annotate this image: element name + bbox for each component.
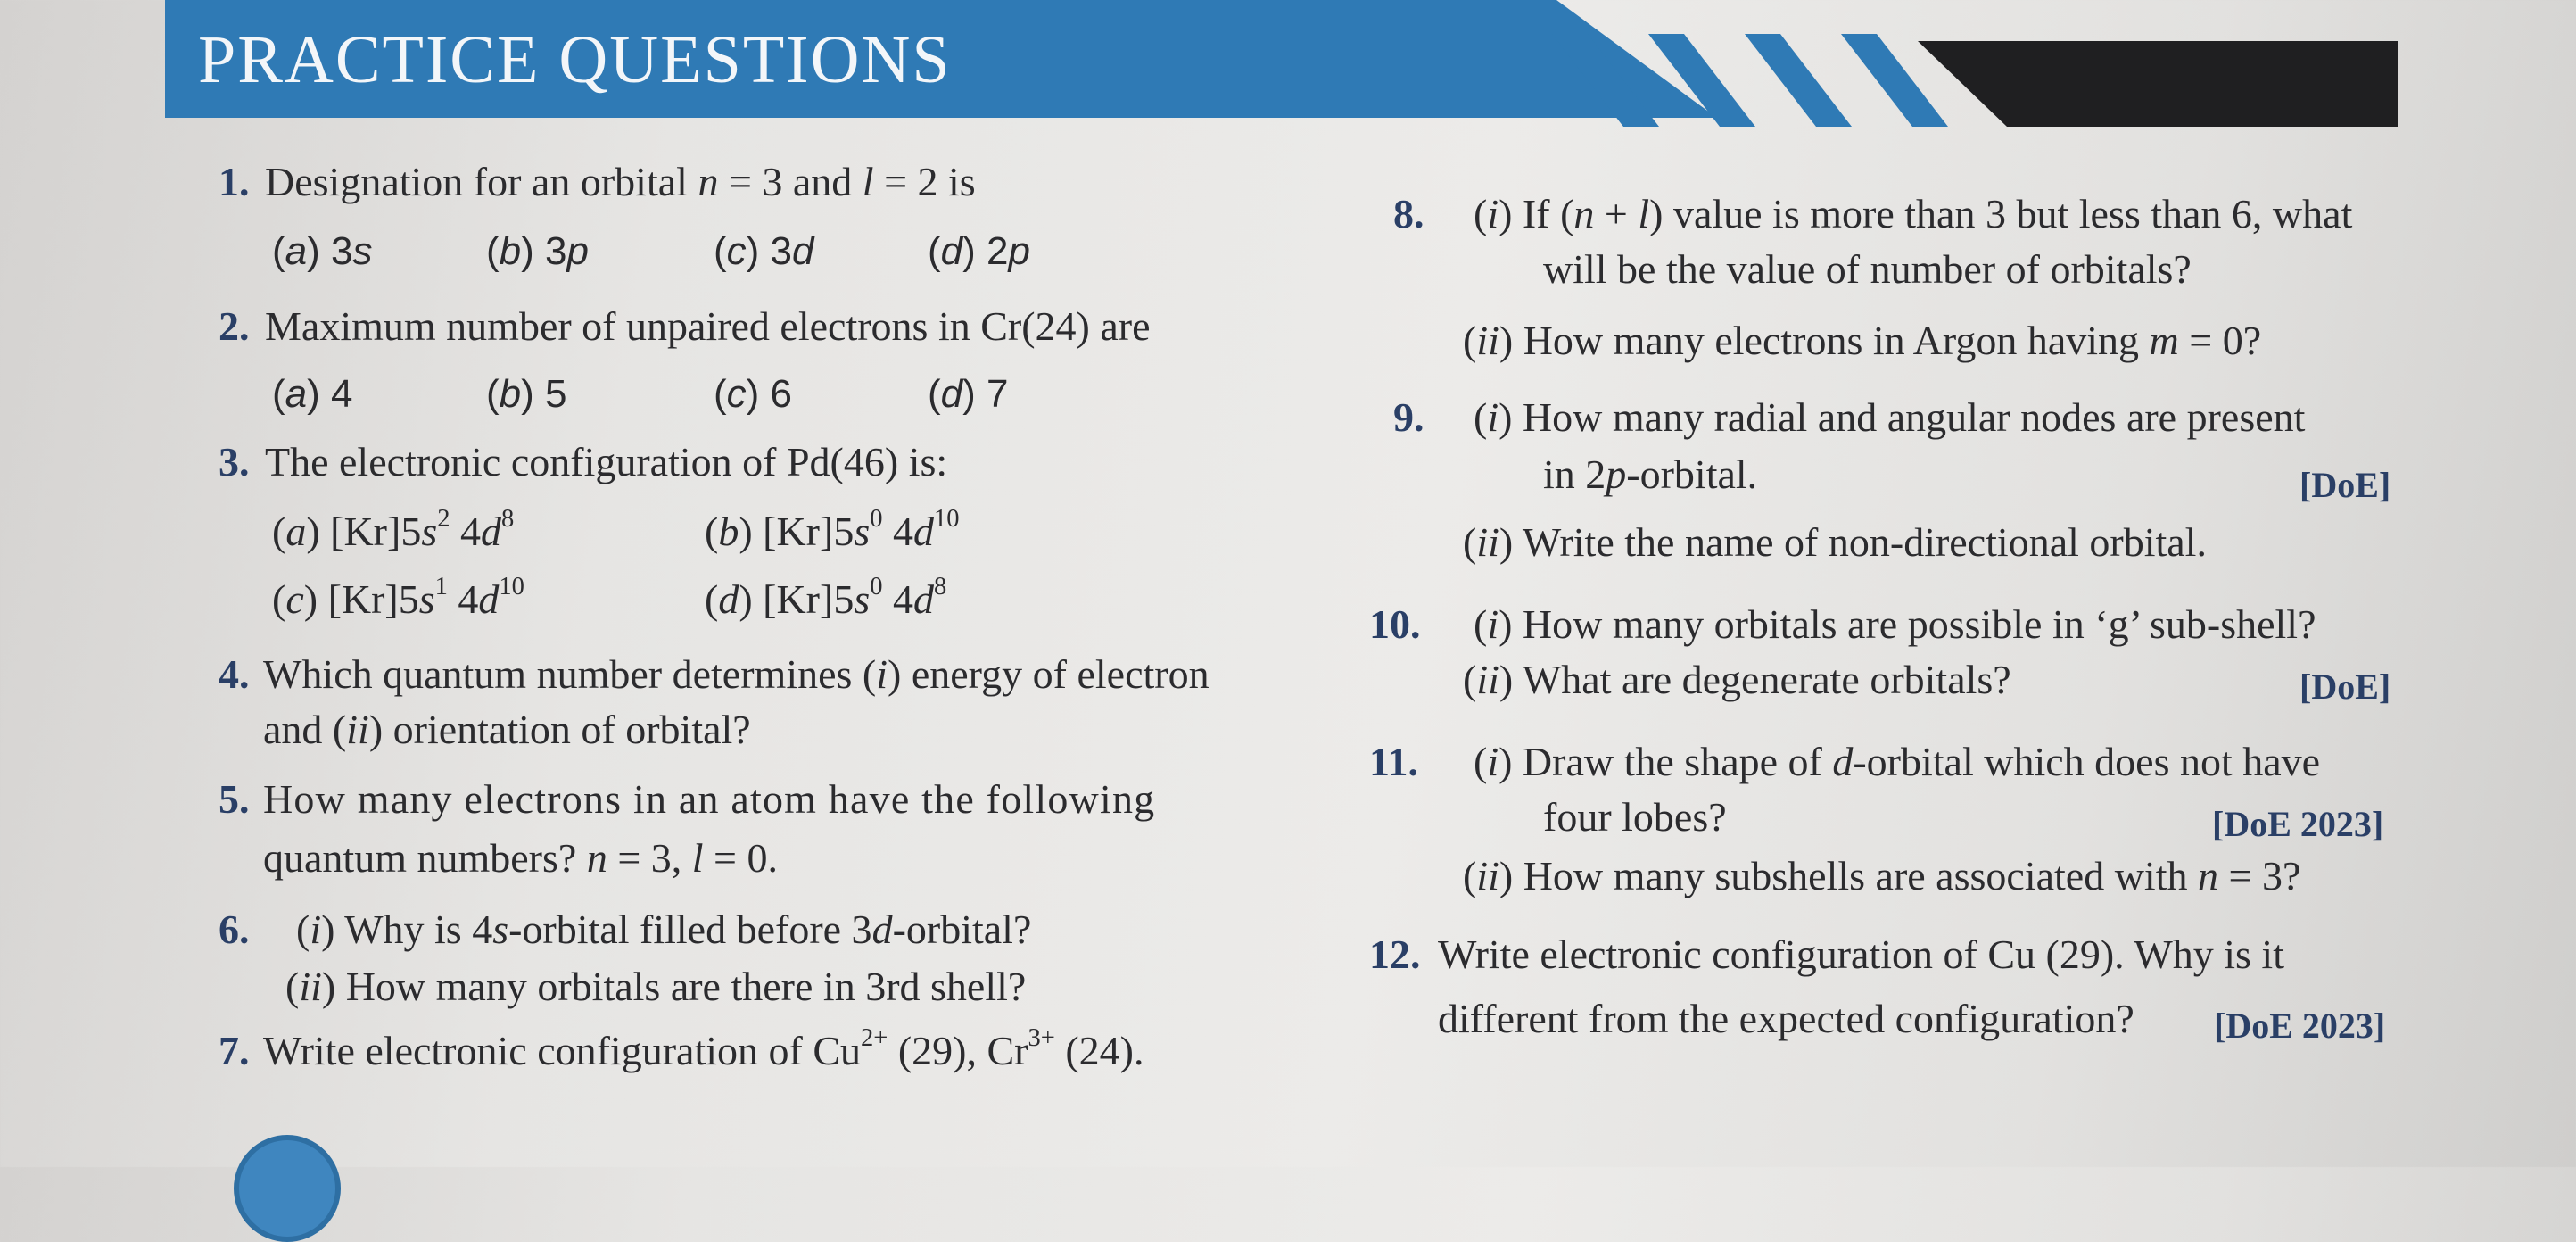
question-number: 3. <box>219 439 250 484</box>
question-part-i-line1: (i) If (n + l) value is more than 3 but less than 6, what <box>1474 191 2353 236</box>
question-number: 4. <box>219 651 250 697</box>
question-text: The electronic configuration of Pd(46) is: <box>265 439 948 484</box>
option-a: (a) 4 <box>272 372 353 416</box>
question-text-line1: Write electronic configuration of Cu (29). Why is it <box>1438 932 2284 977</box>
question-part-i-line2: in 2p-orbital. <box>1543 451 1758 497</box>
question-part-ii: (ii) What are degenerate orbitals? <box>1463 657 2011 702</box>
question-part-i-line1: (i) How many radial and angular nodes are present <box>1474 394 2306 440</box>
question-part-ii: (ii) How many orbitals are there in 3rd shell? <box>285 964 1027 1009</box>
option-b: (b) 3p <box>486 229 589 273</box>
question-number: 7. <box>219 1028 250 1073</box>
question-part-i-line2: four lobes? <box>1543 794 1727 840</box>
option-a: (a) 3s <box>272 229 373 273</box>
decorative-black-bar <box>1918 41 2398 127</box>
option-b: (b) 5 <box>486 372 567 416</box>
page-title: PRACTICE QUESTIONS <box>198 22 952 97</box>
question-text: Write electronic configuration of $Cu^{2+}$ (29), $Cr^{3+}$ (24). <box>263 1024 1144 1073</box>
question-part-i-line1: (i) Draw the shape of d-orbital which does not have <box>1474 739 2321 784</box>
option-a: (a) $[Kr]5s^2$ $4d^8$ <box>272 505 515 554</box>
question-part-i-line2: will be the value of number of orbitals? <box>1543 246 2192 292</box>
question-number: 6. <box>219 907 250 952</box>
doe-tag: [DoE 2023] <box>2214 1006 2386 1046</box>
question-number: 5. <box>219 776 250 822</box>
question-text: Designation for an orbital n = 3 and l = 2 is <box>265 159 976 204</box>
option-d: (d) $[Kr]5s^0$ $4d^8$ <box>705 573 947 622</box>
doe-tag: [DoE 2023] <box>2212 804 2384 844</box>
question-number: 1. <box>219 159 250 204</box>
question-number: 2. <box>219 303 250 349</box>
question-text-line2: and (ii) orientation of orbital? <box>263 707 751 752</box>
question-part-ii: (ii) How many electrons in Argon having m = 0? <box>1463 318 2262 363</box>
doe-tag: [DoE] <box>2299 667 2391 707</box>
question-part-i: (i) How many orbitals are possible in ‘g’ sub-shell? <box>1474 601 2316 647</box>
doe-tag: [DoE] <box>2299 465 2391 505</box>
question-text: Maximum number of unpaired electrons in Cr(24) are <box>265 303 1151 349</box>
question-text-line2: quantum numbers? n = 3, l = 0. <box>263 835 778 881</box>
question-part-i: (i) Why is 4s-orbital filled before 3d-orbital? <box>296 907 1032 952</box>
question-number: 11. <box>1369 739 1418 784</box>
option-c: (c) $[Kr]5s^1$ $4d^{10}$ <box>272 573 524 622</box>
option-c: (c) 3d <box>714 229 814 273</box>
question-number: 12. <box>1369 932 1421 977</box>
question-number: 9. <box>1393 394 1424 440</box>
option-c: (c) 6 <box>714 372 793 416</box>
question-number: 8. <box>1393 191 1424 236</box>
option-d: (d) 2p <box>928 229 1030 273</box>
question-text-line1: How many electrons in an atom have the following <box>263 776 1156 822</box>
option-d: (d) 7 <box>928 372 1009 416</box>
question-number: 10. <box>1369 601 1421 647</box>
question-text-line1: Which quantum number determines (i) energy of electron <box>263 651 1210 697</box>
question-part-ii: (ii) Write the name of non-directional orbital. <box>1463 519 2207 565</box>
option-b: (b) $[Kr]5s^0$ $4d^{10}$ <box>705 505 960 554</box>
decorative-circle <box>234 1135 341 1242</box>
decorative-stripe <box>1745 34 1852 127</box>
question-part-ii: (ii) How many subshells are associated with n = 3? <box>1463 853 2301 898</box>
question-text-line2: different from the expected configuration? <box>1438 996 2134 1041</box>
